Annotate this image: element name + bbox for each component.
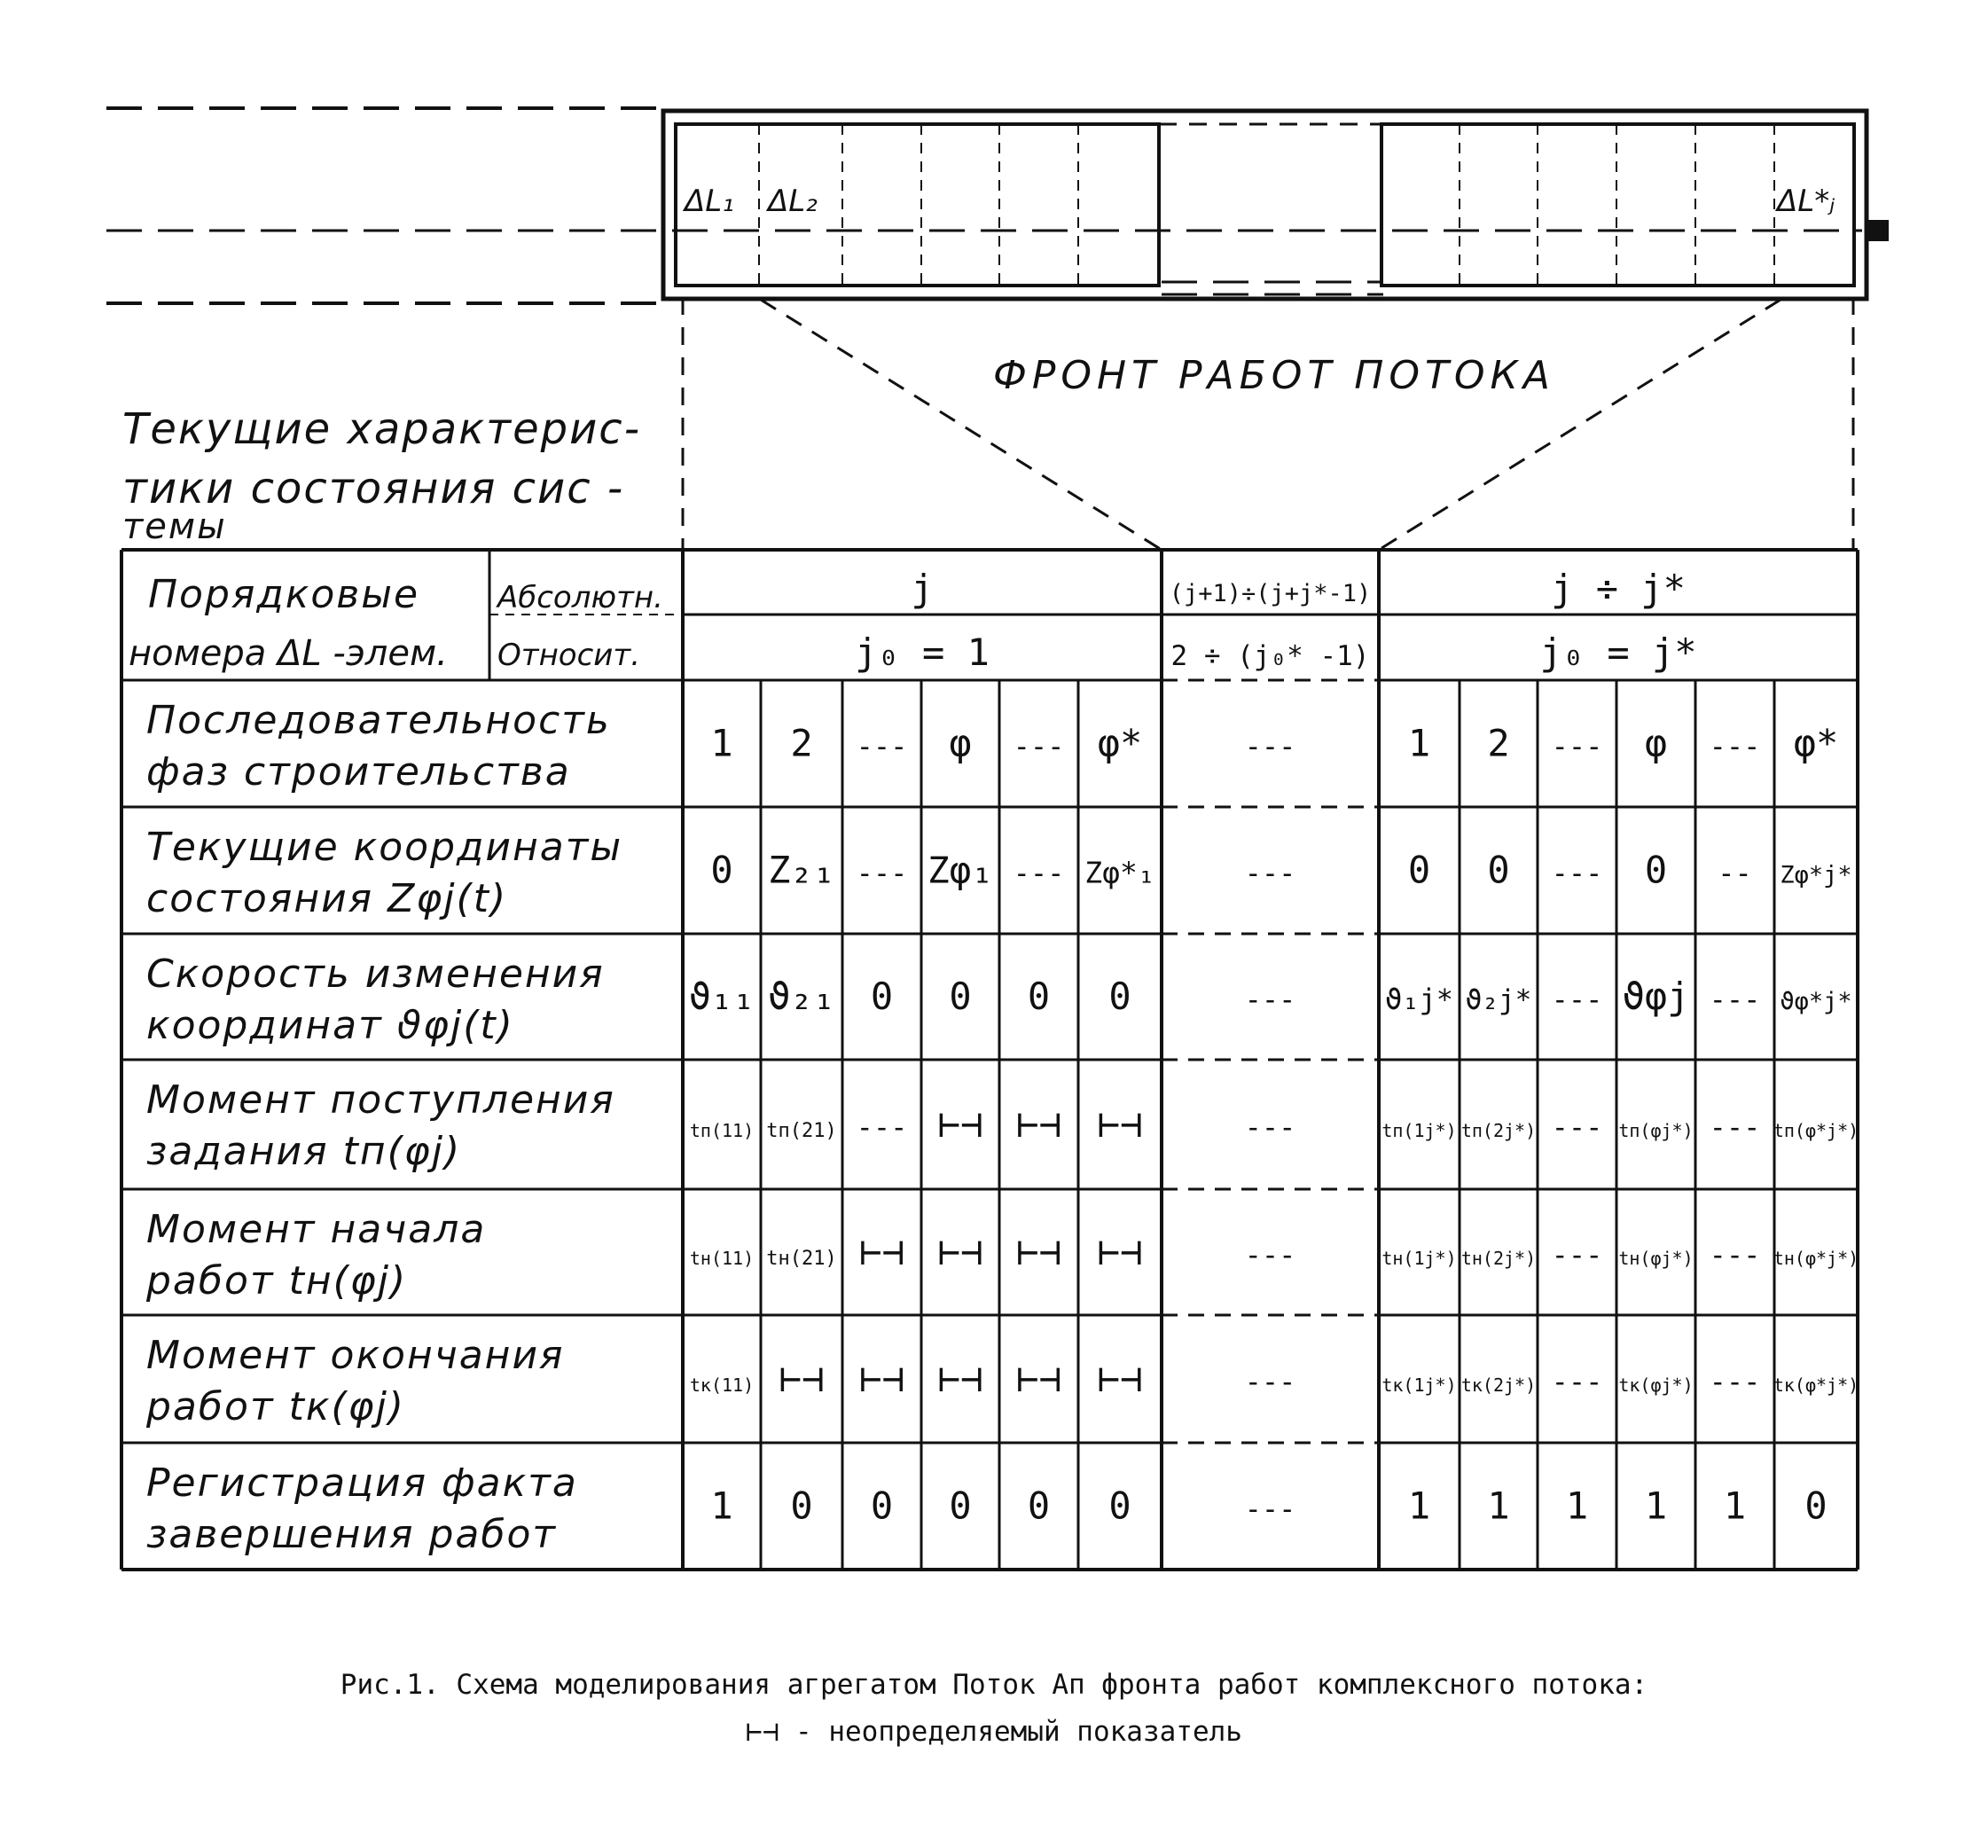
- row-cell-value: 0: [949, 975, 972, 1018]
- row-cell-value: 0: [1804, 1484, 1828, 1528]
- row-label: задания tп(φj): [146, 1129, 462, 1174]
- row-cell-value: ⊢⊣: [779, 1357, 825, 1400]
- front-funnel-lines: [683, 297, 1853, 550]
- legend-text: - неопределяемый показатель: [779, 1716, 1242, 1748]
- row-cell-value: ---: [1244, 856, 1296, 890]
- strip-guide-lines: [106, 108, 1862, 303]
- row-label: работ tн(φj): [146, 1258, 408, 1304]
- work-front-strip: [663, 111, 1867, 299]
- row-cell-value: ---: [1244, 1492, 1296, 1526]
- row-cell-value: tк(1j*): [1381, 1374, 1457, 1396]
- row-cell-value: tп(1j*): [1381, 1120, 1457, 1141]
- row-cell-value: 0: [949, 1484, 972, 1528]
- row-cell-value: tн(1j*): [1381, 1248, 1457, 1269]
- row-cell-value: ---: [856, 729, 908, 763]
- row-label: координат ϑφj(t): [146, 1003, 514, 1048]
- section-title-line: Текущие характерис-: [122, 404, 642, 454]
- row-cell-value: φ: [1644, 721, 1668, 765]
- row-cell-value: ⊢⊣: [1097, 1102, 1143, 1146]
- row-label: Регистрация факта: [146, 1460, 578, 1506]
- row-cell-value: ⊢⊣: [937, 1357, 983, 1400]
- row-cell-value: tн(φj*): [1618, 1248, 1694, 1269]
- row-cell-value: φ: [949, 721, 972, 765]
- row-cell-value: ---: [1013, 856, 1065, 890]
- row-cell-value: 0: [1487, 848, 1510, 892]
- header-abs-label: Абсолютн.: [497, 580, 663, 615]
- row-cell-value: ⊢⊣: [1097, 1230, 1143, 1273]
- row-cell-value: ---: [1709, 1110, 1761, 1144]
- header-rel-value: 2 ÷ (j₀* -1): [1170, 640, 1370, 672]
- row-cell-value: 1: [710, 721, 733, 765]
- state-table-cells: [129, 567, 1859, 1557]
- row-cell-value: ---: [1013, 729, 1065, 763]
- row-cell-value: 0: [790, 1484, 813, 1528]
- row-cell-value: tк(φ*j*): [1773, 1374, 1859, 1396]
- row-cell-value: 2: [1487, 721, 1510, 765]
- header-abs-value: (j+1)÷(j+j*-1): [1169, 580, 1372, 607]
- row-cell-value: 0: [1027, 1484, 1051, 1528]
- strip-cell-dl1: ΔL₁: [685, 184, 734, 219]
- row-cell-value: 1: [710, 1484, 733, 1528]
- row-cell-value: 2: [790, 721, 813, 765]
- row-cell-value: ---: [1709, 729, 1761, 763]
- figure-caption: Рис.1. Схема моделирования агрегатом Поток Ап фронта работ комплексного потока:: [340, 1669, 1648, 1701]
- row-cell-value: ⊢⊣: [1016, 1230, 1061, 1273]
- row-cell-value: ---: [1551, 729, 1603, 763]
- row-cell-value: tн(21): [766, 1248, 837, 1270]
- row-label: состояния Zφj(t): [146, 876, 508, 921]
- section-title-line: темы: [122, 506, 227, 547]
- row-cell-value: ---: [1709, 983, 1761, 1016]
- header-abs-value: j: [911, 567, 934, 610]
- row-label: работ tк(φj): [146, 1384, 405, 1429]
- row-cell-value: 0: [1644, 848, 1668, 892]
- row-cell-value: ⊢⊣: [859, 1357, 904, 1400]
- row-cell-value: ---: [1551, 1110, 1603, 1144]
- row-cell-value: ϑ₁₁: [688, 975, 755, 1018]
- row-cell-value: tп(11): [689, 1120, 755, 1141]
- row-cell-value: ---: [1551, 983, 1603, 1016]
- row-cell-value: ⊢⊣: [1016, 1357, 1061, 1400]
- row-cell-value: ⊢⊣: [1097, 1357, 1143, 1400]
- row-cell-value: ⊢⊣: [937, 1230, 983, 1273]
- row-cell-value: ϑφj: [1622, 975, 1690, 1018]
- row-cell-value: 0: [1108, 975, 1131, 1018]
- row-cell-value: tк(φj*): [1618, 1374, 1694, 1396]
- row-cell-value: ---: [1244, 1365, 1296, 1398]
- row-cell-value: 1: [1723, 1484, 1747, 1528]
- row-cell-value: 0: [870, 975, 894, 1018]
- row-cell-value: 0: [1407, 848, 1431, 892]
- header-rel-value: j₀ = j*: [1539, 630, 1697, 674]
- row-cell-value: tп(φj*): [1618, 1120, 1694, 1141]
- row-label: Текущие координаты: [146, 825, 623, 870]
- header-rel-label: Относит.: [497, 638, 641, 673]
- row-label: Последовательность: [146, 698, 611, 743]
- row-cell-value: ϑφ*j*: [1780, 988, 1852, 1015]
- header-label: номера ΔL -элем.: [129, 633, 448, 674]
- row-cell-value: 0: [1027, 975, 1051, 1018]
- row-cell-value: tк(11): [689, 1374, 755, 1396]
- row-label: Скорость изменения: [146, 951, 605, 997]
- row-cell-value: 1: [1487, 1484, 1510, 1528]
- row-cell-value: ϑ₂j*: [1465, 984, 1532, 1016]
- row-cell-value: ⊢⊣: [1016, 1102, 1061, 1146]
- row-cell-value: ---: [1709, 1365, 1761, 1398]
- row-cell-value: 1: [1644, 1484, 1668, 1528]
- row-cell-value: ϑ₂₁: [768, 975, 835, 1018]
- row-cell-value: ---: [1244, 983, 1296, 1016]
- header-label: Порядковые: [147, 572, 420, 617]
- row-cell-value: Zφ*j*: [1780, 861, 1852, 889]
- row-cell-value: 0: [710, 848, 733, 892]
- row-label: Момент начала: [146, 1207, 487, 1252]
- row-cell-value: φ*: [1793, 721, 1839, 765]
- header-abs-value: j ÷ j*: [1551, 567, 1686, 610]
- row-label: Момент поступления: [146, 1077, 615, 1123]
- strip-cell-dl2: ΔL₂: [768, 184, 818, 219]
- row-cell-value: tн(φ*j*): [1773, 1248, 1859, 1269]
- row-cell-value: tк(2j*): [1460, 1374, 1537, 1396]
- row-cell-value: ---: [1244, 1238, 1296, 1272]
- row-cell-value: ⊢⊣: [937, 1102, 983, 1146]
- row-cell-value: ---: [856, 1110, 908, 1144]
- row-cell-value: tн(11): [689, 1248, 755, 1269]
- row-cell-value: ⊢⊣: [859, 1230, 904, 1273]
- row-cell-value: Zφ*₁: [1084, 855, 1155, 890]
- row-cell-value: ---: [1551, 1365, 1603, 1398]
- section-title: [122, 404, 641, 547]
- row-cell-value: 1: [1407, 1484, 1431, 1528]
- row-label: Момент окончания: [146, 1333, 565, 1378]
- row-cell-value: ---: [1244, 1110, 1296, 1144]
- front-label: ФРОНТ РАБОТ ПОТОКА: [993, 353, 1555, 398]
- row-cell-value: tп(21): [766, 1120, 837, 1142]
- row-cell-value: 0: [870, 1484, 894, 1528]
- row-cell-value: φ*: [1097, 721, 1143, 765]
- row-cell-value: 1: [1565, 1484, 1589, 1528]
- section-title-line: тики состояния сис -: [122, 464, 625, 513]
- row-cell-value: tн(2j*): [1460, 1248, 1537, 1269]
- row-cell-value: 1: [1407, 721, 1431, 765]
- figure-caption-legend: [746, 1716, 1242, 1748]
- row-cell-value: Z₂₁: [768, 848, 835, 892]
- row-cell-value: tп(φ*j*): [1773, 1120, 1859, 1141]
- row-cell-value: ---: [1551, 1238, 1603, 1272]
- strip-cell-dlj: ΔL*ⱼ: [1777, 184, 1835, 219]
- undefined-indicator-icon: ⊢⊣: [746, 1716, 779, 1748]
- row-cell-value: ---: [1244, 729, 1296, 763]
- row-cell-value: ---: [1551, 856, 1603, 890]
- row-cell-value: 0: [1108, 1484, 1131, 1528]
- row-label: завершения работ: [146, 1512, 558, 1557]
- header-rel-value: j₀ = 1: [855, 630, 990, 674]
- row-cell-value: ϑ₁j*: [1384, 983, 1454, 1016]
- strip-end-marker: [1867, 220, 1889, 241]
- row-cell-value: --: [1718, 856, 1752, 890]
- row-cell-value: ---: [856, 856, 908, 890]
- row-cell-value: ---: [1709, 1238, 1761, 1272]
- row-cell-value: tп(2j*): [1460, 1120, 1537, 1141]
- row-cell-value: Zφ₁: [927, 849, 994, 892]
- row-label: фаз строительства: [146, 749, 571, 795]
